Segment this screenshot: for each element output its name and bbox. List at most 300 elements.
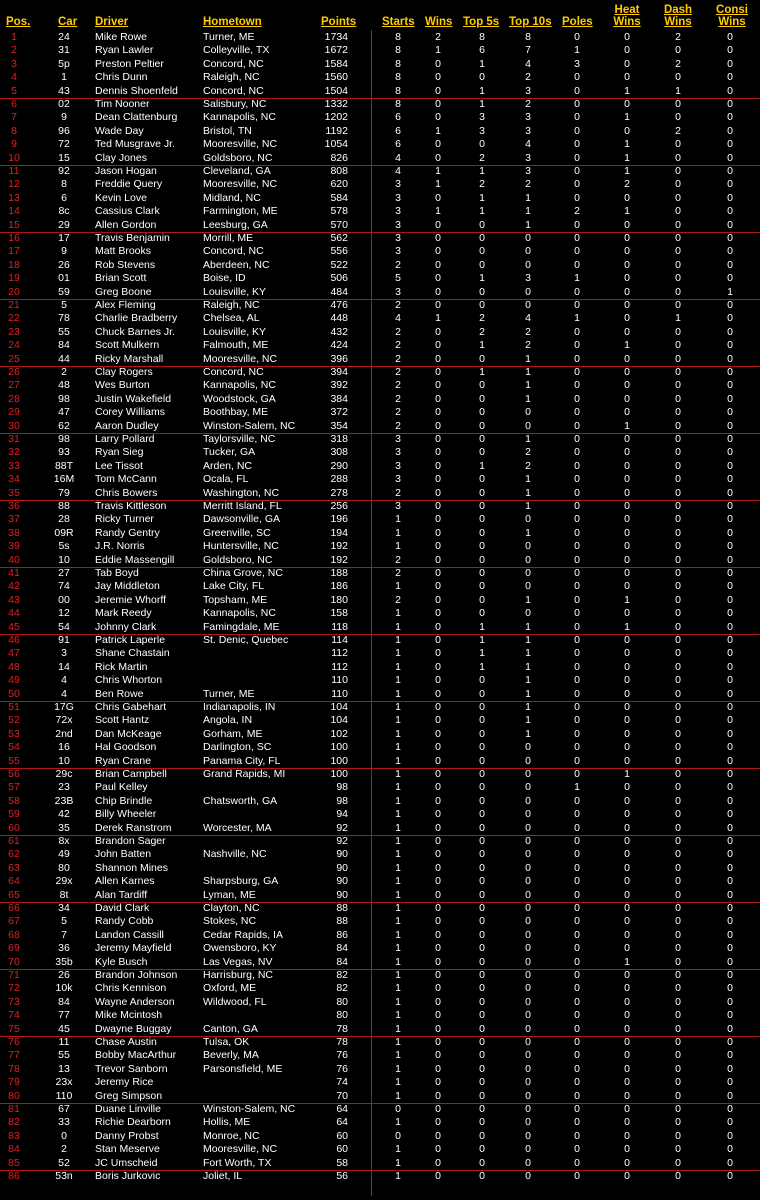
cell-wins: 0 [435,861,441,874]
cell-wins: 0 [435,500,441,512]
cell-top5: 0 [479,928,485,941]
cell-poles: 0 [574,124,580,137]
cell-hometown: Parsonsfield, ME [203,1062,283,1075]
cell-top10: 0 [525,821,531,834]
cell-top5: 0 [479,285,485,298]
cell-wins: 0 [435,1022,441,1035]
cell-heat-wins: 0 [624,1116,630,1129]
cell-car: 10 [58,553,70,566]
cell-heat-wins: 0 [624,258,630,271]
table-row [0,862,760,875]
cell-heat-wins: 0 [624,31,630,43]
cell-dash-wins: 0 [675,955,681,968]
cell-top5: 0 [479,71,485,84]
cell-wins: 1 [435,124,441,137]
cell-points: 100 [330,754,348,767]
cell-top5: 0 [479,1089,485,1102]
cell-pos: 42 [8,580,20,593]
cell-consi-wins: 0 [727,446,733,459]
cell-wins: 0 [435,902,441,914]
cell-heat-wins: 0 [624,392,630,405]
cell-top10: 1 [525,634,531,646]
cell-top10: 1 [525,205,531,218]
cell-top5: 0 [479,433,485,445]
cell-wins: 0 [435,71,441,84]
table-row [0,728,760,741]
cell-driver: John Batten [95,848,152,861]
cell-poles: 0 [574,299,580,311]
cell-wins: 0 [435,339,441,352]
cell-wins: 0 [435,352,441,365]
cell-top10: 0 [525,553,531,566]
cell-driver: Dennis Shoenfeld [95,84,178,97]
cell-pos: 27 [8,379,20,392]
table-row [0,889,760,902]
cell-poles: 0 [574,674,580,687]
cell-hometown: Washington, NC [203,486,280,499]
cell-wins: 0 [435,285,441,298]
cell-top10: 0 [525,1156,531,1169]
cell-top10: 2 [525,325,531,338]
cell-starts: 2 [395,419,401,432]
table-row [0,621,760,634]
cell-car: 8t [59,888,69,901]
table-row [0,232,760,245]
cell-points: 384 [330,392,348,405]
table-row [0,460,760,473]
cell-driver: Billy Wheeler [95,808,157,821]
cell-poles: 0 [574,111,580,124]
cell-car: 6 [61,191,67,204]
cell-driver: Danny Probst [95,1129,159,1142]
cell-starts: 1 [395,928,401,941]
cell-hometown: Famingdale, ME [203,620,280,633]
header-wins: Wins [425,16,453,28]
cell-dash-wins: 0 [675,835,681,847]
cell-top5: 0 [479,138,485,151]
cell-starts: 2 [395,366,401,378]
cell-driver: Chris Kennison [95,982,167,995]
cell-starts: 1 [395,768,401,780]
table-row [0,286,760,299]
cell-pos: 24 [8,339,20,352]
cell-poles: 0 [574,969,580,981]
cell-poles: 0 [574,1089,580,1102]
cell-poles: 0 [574,1036,580,1048]
cell-top10: 0 [525,1049,531,1062]
cell-dash-wins: 0 [675,741,681,754]
cell-points: 256 [330,500,348,512]
cell-top5: 0 [479,299,485,311]
cell-pos: 19 [8,272,20,285]
cell-wins: 0 [435,218,441,231]
cell-consi-wins: 0 [727,969,733,981]
cell-poles: 0 [574,620,580,633]
cell-dash-wins: 0 [675,861,681,874]
cell-consi-wins: 0 [727,942,733,955]
table-row [0,165,760,178]
cell-starts: 8 [395,98,401,110]
cell-pos: 57 [8,781,20,794]
cell-top5: 0 [479,861,485,874]
cell-top5: 0 [479,607,485,620]
cell-poles: 0 [574,687,580,700]
cell-top10: 0 [525,942,531,955]
cell-pos: 33 [8,459,20,472]
cell-poles: 0 [574,513,580,526]
cell-hometown: Hollis, ME [203,1116,251,1129]
cell-top10: 3 [525,124,531,137]
cell-points: 308 [330,446,348,459]
cell-car: 17 [58,232,70,244]
cell-top5: 1 [479,57,485,70]
cell-top5: 0 [479,888,485,901]
cell-consi-wins: 0 [727,218,733,231]
cell-car: 54 [58,620,70,633]
cell-driver: Scott Mulkern [95,339,160,352]
cell-points: 118 [331,620,348,633]
cell-poles: 0 [574,1076,580,1089]
header-dash-wins [658,4,698,28]
table-row [0,205,760,218]
cell-driver: Freddie Query [95,178,163,191]
cell-car: 10 [58,754,70,767]
cell-driver: Dean Clattenburg [95,111,178,124]
cell-car: 72x [55,714,73,727]
cell-points: 396 [330,352,348,365]
cell-starts: 3 [395,232,401,244]
cell-top10: 1 [525,674,531,687]
cell-top10: 1 [525,392,531,405]
header-car: Car [58,16,78,28]
cell-pos: 64 [8,875,20,888]
cell-dash-wins: 0 [675,674,681,687]
cell-consi-wins: 0 [727,593,733,606]
cell-poles: 0 [574,888,580,901]
table-row [0,259,760,272]
cell-hometown: Mooresville, NC [203,138,278,151]
cell-pos: 69 [8,942,20,955]
cell-driver: Chris Gabehart [95,701,167,713]
table-row [0,768,760,781]
cell-poles: 0 [574,567,580,579]
cell-dash-wins: 0 [675,1049,681,1062]
cell-top10: 3 [525,84,531,97]
cell-dash-wins: 1 [675,312,681,325]
cell-pos: 41 [8,567,20,579]
cell-heat-wins: 0 [624,486,630,499]
cell-top10: 0 [525,1103,531,1115]
cell-heat-wins: 0 [624,1009,630,1022]
cell-consi-wins: 0 [727,299,733,311]
cell-starts: 1 [395,794,401,807]
cell-poles: 0 [574,593,580,606]
cell-dash-wins: 0 [675,285,681,298]
cell-heat-wins: 0 [624,754,630,767]
cell-driver: Rick Martin [95,660,148,673]
cell-pos: 49 [8,674,20,687]
cell-consi-wins: 0 [727,714,733,727]
cell-consi-wins: 0 [727,459,733,472]
cell-heat-wins: 0 [624,191,630,204]
table-row [0,1143,760,1156]
cell-wins: 0 [435,607,441,620]
cell-hometown: Bristol, TN [203,124,252,137]
table-row [0,1076,760,1089]
cell-consi-wins: 0 [727,513,733,526]
cell-heat-wins: 1 [624,419,630,432]
cell-starts: 1 [395,526,401,539]
cell-car: 01 [58,272,70,285]
cell-wins: 0 [435,955,441,968]
cell-points: 102 [330,727,348,740]
cell-poles: 0 [574,1129,580,1142]
cell-poles: 0 [574,500,580,512]
cell-car: 2nd [55,727,73,740]
cell-starts: 6 [395,111,401,124]
cell-poles: 0 [574,473,580,486]
cell-top10: 7 [525,44,531,57]
cell-starts: 1 [395,727,401,740]
cell-points: 60 [336,1143,348,1156]
table-row [0,1116,760,1129]
cell-car: 92 [58,165,70,177]
cell-points: 1054 [324,138,348,151]
cell-car: 2 [61,366,67,378]
cell-wins: 0 [435,888,441,901]
cell-heat-wins: 0 [624,701,630,713]
cell-dash-wins: 0 [675,808,681,821]
cell-dash-wins: 0 [675,580,681,593]
cell-wins: 0 [435,1076,441,1089]
cell-hometown: Greenville, SC [203,526,271,539]
cell-hometown: Aberdeen, NC [203,258,270,271]
cell-driver: Jay Middleton [95,580,160,593]
cell-heat-wins: 0 [624,902,630,914]
cell-car: 1 [61,71,67,84]
cell-hometown: Arden, NC [203,459,253,472]
cell-driver: Chuck Barnes Jr. [95,325,175,338]
cell-heat-wins: 0 [624,674,630,687]
cell-dash-wins: 0 [675,205,681,218]
cell-consi-wins: 0 [727,647,733,660]
cell-hometown: Las Vegas, NV [203,955,273,968]
cell-wins: 0 [435,660,441,673]
cell-hometown: Panama City, FL [203,754,281,767]
cell-driver: Clay Rogers [95,366,153,378]
cell-dash-wins: 0 [675,218,681,231]
cell-wins: 0 [435,446,441,459]
cell-dash-wins: 0 [675,419,681,432]
cell-heat-wins: 0 [624,406,630,419]
cell-car: 48 [58,379,70,392]
cell-top5: 0 [479,995,485,1008]
cell-poles: 0 [574,325,580,338]
cell-heat-wins: 0 [624,553,630,566]
cell-pos: 68 [8,928,20,941]
cell-starts: 4 [395,312,401,325]
cell-poles: 0 [574,727,580,740]
cell-points: 1504 [324,84,348,97]
cell-starts: 2 [395,392,401,405]
cell-driver: Rob Stevens [95,258,156,271]
cell-consi-wins: 0 [727,835,733,847]
cell-points: 354 [330,419,348,432]
cell-poles: 1 [574,44,580,57]
cell-consi-wins: 0 [727,660,733,673]
cell-consi-wins: 0 [727,98,733,110]
cell-consi-wins: 0 [727,419,733,432]
cell-poles: 0 [574,31,580,43]
cell-hometown: Merritt Island, FL [203,500,282,512]
cell-top10: 4 [525,312,531,325]
cell-pos: 28 [8,392,20,405]
cell-poles: 0 [574,1170,580,1182]
header-driver: Driver [95,16,129,28]
table-row [0,339,760,352]
cell-top5: 0 [479,955,485,968]
cell-pos: 62 [8,848,20,861]
cell-heat-wins: 0 [624,942,630,955]
cell-wins: 0 [435,366,441,378]
cell-top10: 2 [525,446,531,459]
cell-dash-wins: 0 [675,1036,681,1048]
cell-wins: 2 [435,31,441,43]
cell-top10: 0 [525,781,531,794]
cell-consi-wins: 0 [727,1076,733,1089]
cell-dash-wins: 0 [675,794,681,807]
cell-top5: 2 [479,312,485,325]
cell-points: 80 [336,1009,348,1022]
cell-hometown: Grand Rapids, MI [203,768,286,780]
cell-consi-wins: 0 [727,245,733,258]
cell-heat-wins: 0 [624,352,630,365]
table-row [0,741,760,754]
cell-hometown: Winston-Salem, NC [203,419,296,432]
cell-consi-wins: 0 [727,567,733,579]
cell-points: 372 [330,406,348,419]
cell-heat-wins: 0 [624,580,630,593]
cell-starts: 1 [395,861,401,874]
cell-heat-wins: 0 [624,647,630,660]
cell-poles: 0 [574,191,580,204]
cell-dash-wins: 0 [675,969,681,981]
cell-consi-wins: 0 [727,366,733,378]
cell-driver: Chip Brindle [95,794,153,807]
cell-pos: 45 [8,620,20,633]
cell-hometown: Falmouth, ME [203,339,269,352]
cell-consi-wins: 0 [727,888,733,901]
cell-driver: Matt Brooks [95,245,152,258]
cell-dash-wins: 0 [675,178,681,191]
cell-driver: Jeremy Mayfield [95,942,172,955]
cell-points: 432 [330,325,348,338]
cell-top10: 0 [525,888,531,901]
cell-starts: 1 [395,674,401,687]
cell-consi-wins: 0 [727,486,733,499]
table-row [0,714,760,727]
cell-consi-wins: 0 [727,526,733,539]
cell-driver: Mark Reedy [95,607,152,620]
cell-heat-wins: 2 [624,178,630,191]
cell-points: 84 [336,942,348,955]
cell-consi-wins: 0 [727,580,733,593]
cell-pos: 4 [11,71,17,84]
cell-hometown: Turner, ME [203,31,255,43]
cell-top5: 1 [479,98,485,110]
cell-points: 112 [331,647,348,660]
cell-starts: 1 [395,969,401,981]
cell-consi-wins: 0 [727,392,733,405]
cell-points: 1584 [324,57,348,70]
cell-pos: 30 [8,419,20,432]
cell-hometown: Raleigh, NC [203,299,260,311]
cell-pos: 22 [8,312,20,325]
cell-consi-wins: 0 [727,1009,733,1022]
cell-dash-wins: 0 [675,714,681,727]
cell-heat-wins: 0 [624,366,630,378]
cell-top10: 0 [525,861,531,874]
cell-pos: 82 [8,1116,20,1129]
cell-driver: Tab Boyd [95,567,139,579]
cell-hometown: Darlington, SC [203,741,272,754]
cell-poles: 0 [574,1062,580,1075]
cell-car: 10k [55,982,73,995]
cell-poles: 0 [574,768,580,780]
cell-pos: 76 [8,1036,20,1048]
table-row [0,393,760,406]
table-row [0,272,760,285]
cell-dash-wins: 0 [675,258,681,271]
cell-car: 8 [61,178,67,191]
table-row [0,795,760,808]
cell-points: 110 [331,674,348,687]
cell-hometown: Concord, NC [203,245,264,258]
cell-dash-wins: 0 [675,500,681,512]
table-row [0,540,760,553]
cell-hometown: Worcester, MA [203,821,272,834]
cell-wins: 1 [435,312,441,325]
cell-heat-wins: 0 [624,1089,630,1102]
cell-starts: 1 [395,835,401,847]
cell-top5: 0 [479,1049,485,1062]
cell-starts: 2 [395,486,401,499]
cell-top10: 0 [525,607,531,620]
cell-driver: Johnny Clark [95,620,157,633]
cell-car: 27 [58,567,70,579]
table-row [0,554,760,567]
cell-top10: 4 [525,57,531,70]
cell-heat-wins: 0 [624,98,630,110]
cell-pos: 34 [8,473,20,486]
cell-car: 84 [58,995,70,1008]
cell-starts: 6 [395,138,401,151]
cell-wins: 0 [435,942,441,955]
cell-dash-wins: 0 [675,1009,681,1022]
cell-wins: 1 [435,165,441,177]
cell-wins: 1 [435,44,441,57]
cell-pos: 6 [11,98,17,110]
cell-starts: 4 [395,151,401,164]
cell-poles: 0 [574,928,580,941]
cell-top5: 0 [479,942,485,955]
cell-top10: 1 [525,647,531,660]
cell-poles: 0 [574,178,580,191]
cell-consi-wins: 0 [727,325,733,338]
cell-pos: 32 [8,446,20,459]
cell-pos: 67 [8,915,20,928]
header-consi-wins [712,4,752,28]
